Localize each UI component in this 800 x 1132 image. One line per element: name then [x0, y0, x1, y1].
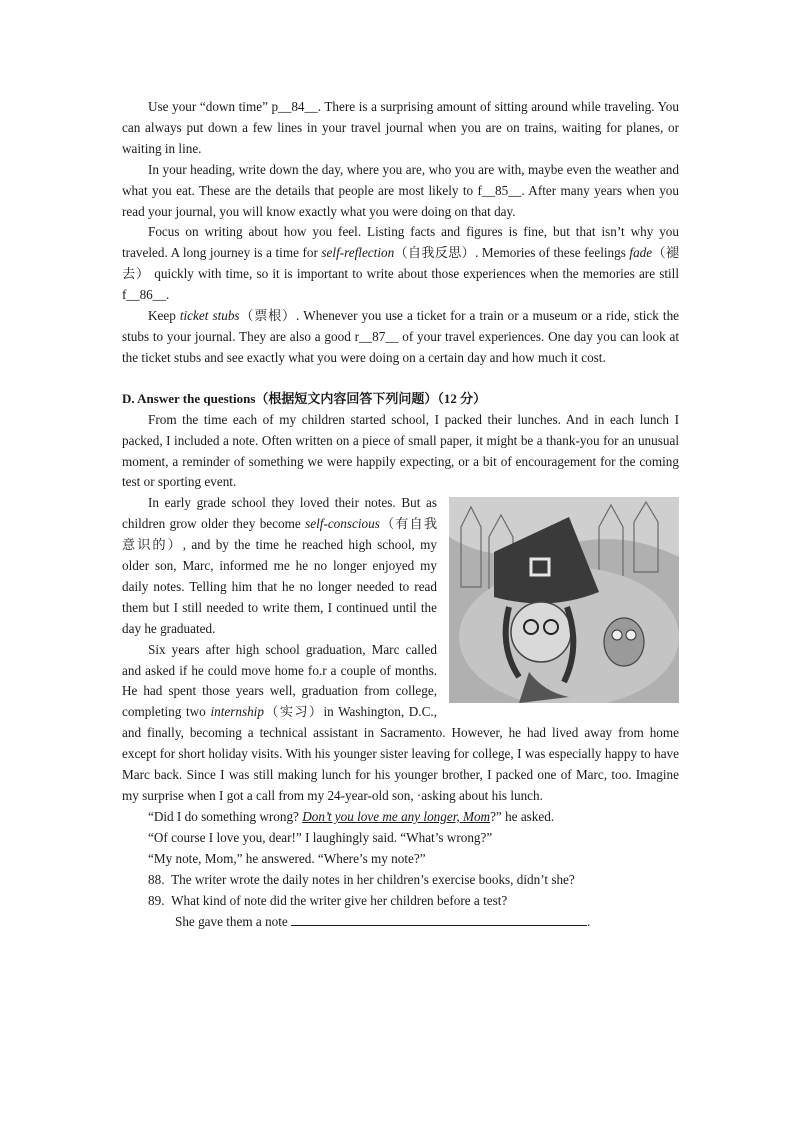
- dialog-text: “Did I do something wrong?: [148, 808, 303, 824]
- passage-c-paragraph-1: [122, 97, 679, 160]
- dialog-line-2: “Of course I love you, dear!” I laughingly said. “What’s wrong?”: [148, 829, 493, 845]
- paragraph-text: Six years after high school graduation, Marc called and asked if he could move home fo.r a couple of months. He had spent those years well, graduation from college, completing two: [122, 641, 437, 720]
- term-internship: internship: [210, 704, 264, 720]
- paragraph-text: Focus on writing about how you feel. Listing facts and figures is fine, but that isn’t why you traveled. A long journey is a time for: [122, 224, 679, 261]
- term-fade: fade: [629, 245, 653, 261]
- paragraph-text: . Memories of these feelings: [475, 245, 630, 261]
- dialog-text: ?” he asked.: [490, 808, 555, 824]
- gloss: （自我反思）: [394, 245, 476, 261]
- gloss: （实习）: [263, 704, 324, 720]
- paragraph-text: From the time each of my children started school, I packed their lunches. And in each lunch I packed, I included a note. Often written on a piece of small paper, it might be a thank-you for an unusual moment, a reminder of something we were happily expecting, or a bit of encouragement for the coming test or sporting event.: [122, 411, 679, 490]
- answer-prefix: She gave them a note: [175, 914, 292, 930]
- gloss: （有自我意识的）: [122, 516, 438, 553]
- passage-d-paragraph-1: [122, 410, 679, 494]
- paragraph-text: Use your “down time” p__84__. There is a surprising amount of sitting around while traveling. You can always put down a few lines in your travel journal when you are on trains, waiting for planes, or waiting in line.: [122, 99, 679, 156]
- paragraph-text: . Whenever you use a ticket for a train or a museum or a ride, stick the stubs to your journal. They are also a good r__87__ of your travel experiences. One day you can look at the ticket stubs and see exactly what you were doing on a certain day and how much it cost.: [122, 308, 680, 365]
- passage-c-paragraph-4: [122, 306, 679, 369]
- passage-text: [122, 97, 679, 933]
- dialog-line-1: [122, 807, 679, 828]
- gloss: （褪去）: [122, 245, 680, 282]
- passage-c-paragraph-2: [122, 160, 679, 223]
- paragraph-text: In your heading, write down the day, where you are, who you are with, maybe even the weather and what you eat. These are the details that people are most likely to f__85__. After many years when you read your journal, you will know exactly what you were doing on that day.: [122, 161, 679, 219]
- dialog-line-3: “My note, Mom,” he answered. “Where’s my note?”: [148, 850, 426, 866]
- term-ticket-stubs: ticket stubs: [179, 308, 240, 324]
- question-89: 89. What kind of note did the writer give her children before a test?: [148, 892, 508, 908]
- paragraph-text: in Washington, D.C., and finally, becoming a technical assistant in Sacramento. However, he had lived away from home except for short holiday visits. With his younger sister leaving for college, I was especially happy to have Marc back. Since I was still making lunch for his younger brother, I packed one of Marc, too. Imagine my surprise when I got a call from my 24-year-old son, ·asking about his lunch.: [122, 704, 679, 803]
- paragraph-text: Keep: [148, 308, 180, 324]
- paragraph-text: In early grade school they loved their notes. But as children grow older they become: [122, 495, 437, 532]
- section-d-heading: D. Answer the questions（根据短文内容回答下列问题）（12 分）: [122, 390, 487, 406]
- answer-blank[interactable]: [291, 911, 587, 926]
- paragraph-text: quickly with time, so it is important to write about those experiences when the memories are still f__86__.: [122, 266, 679, 303]
- paragraph-text: , and by the time he reached high school, my older son, Marc, informed me he no longer enjoyed my daily notes. Telling him that he no longer needed to read them but I still needed to write them, I continued until the day he graduated.: [122, 537, 437, 636]
- term-self-reflection: self-reflection: [321, 245, 395, 261]
- illustration-image: [449, 497, 679, 703]
- question-88: 88. The writer wrote the daily notes in her children’s exercise books, didn’t she?: [148, 871, 575, 887]
- underlined-phrase: Don’t you love me any longer, Mom: [302, 808, 491, 824]
- question-89-answer-line: She gave them a note .: [122, 911, 679, 933]
- witch-illustration-graphic: [449, 497, 679, 703]
- gloss: （票根）: [239, 308, 296, 324]
- passage-c-paragraph-3: [122, 222, 679, 306]
- term-self-conscious: self-conscious: [305, 516, 380, 532]
